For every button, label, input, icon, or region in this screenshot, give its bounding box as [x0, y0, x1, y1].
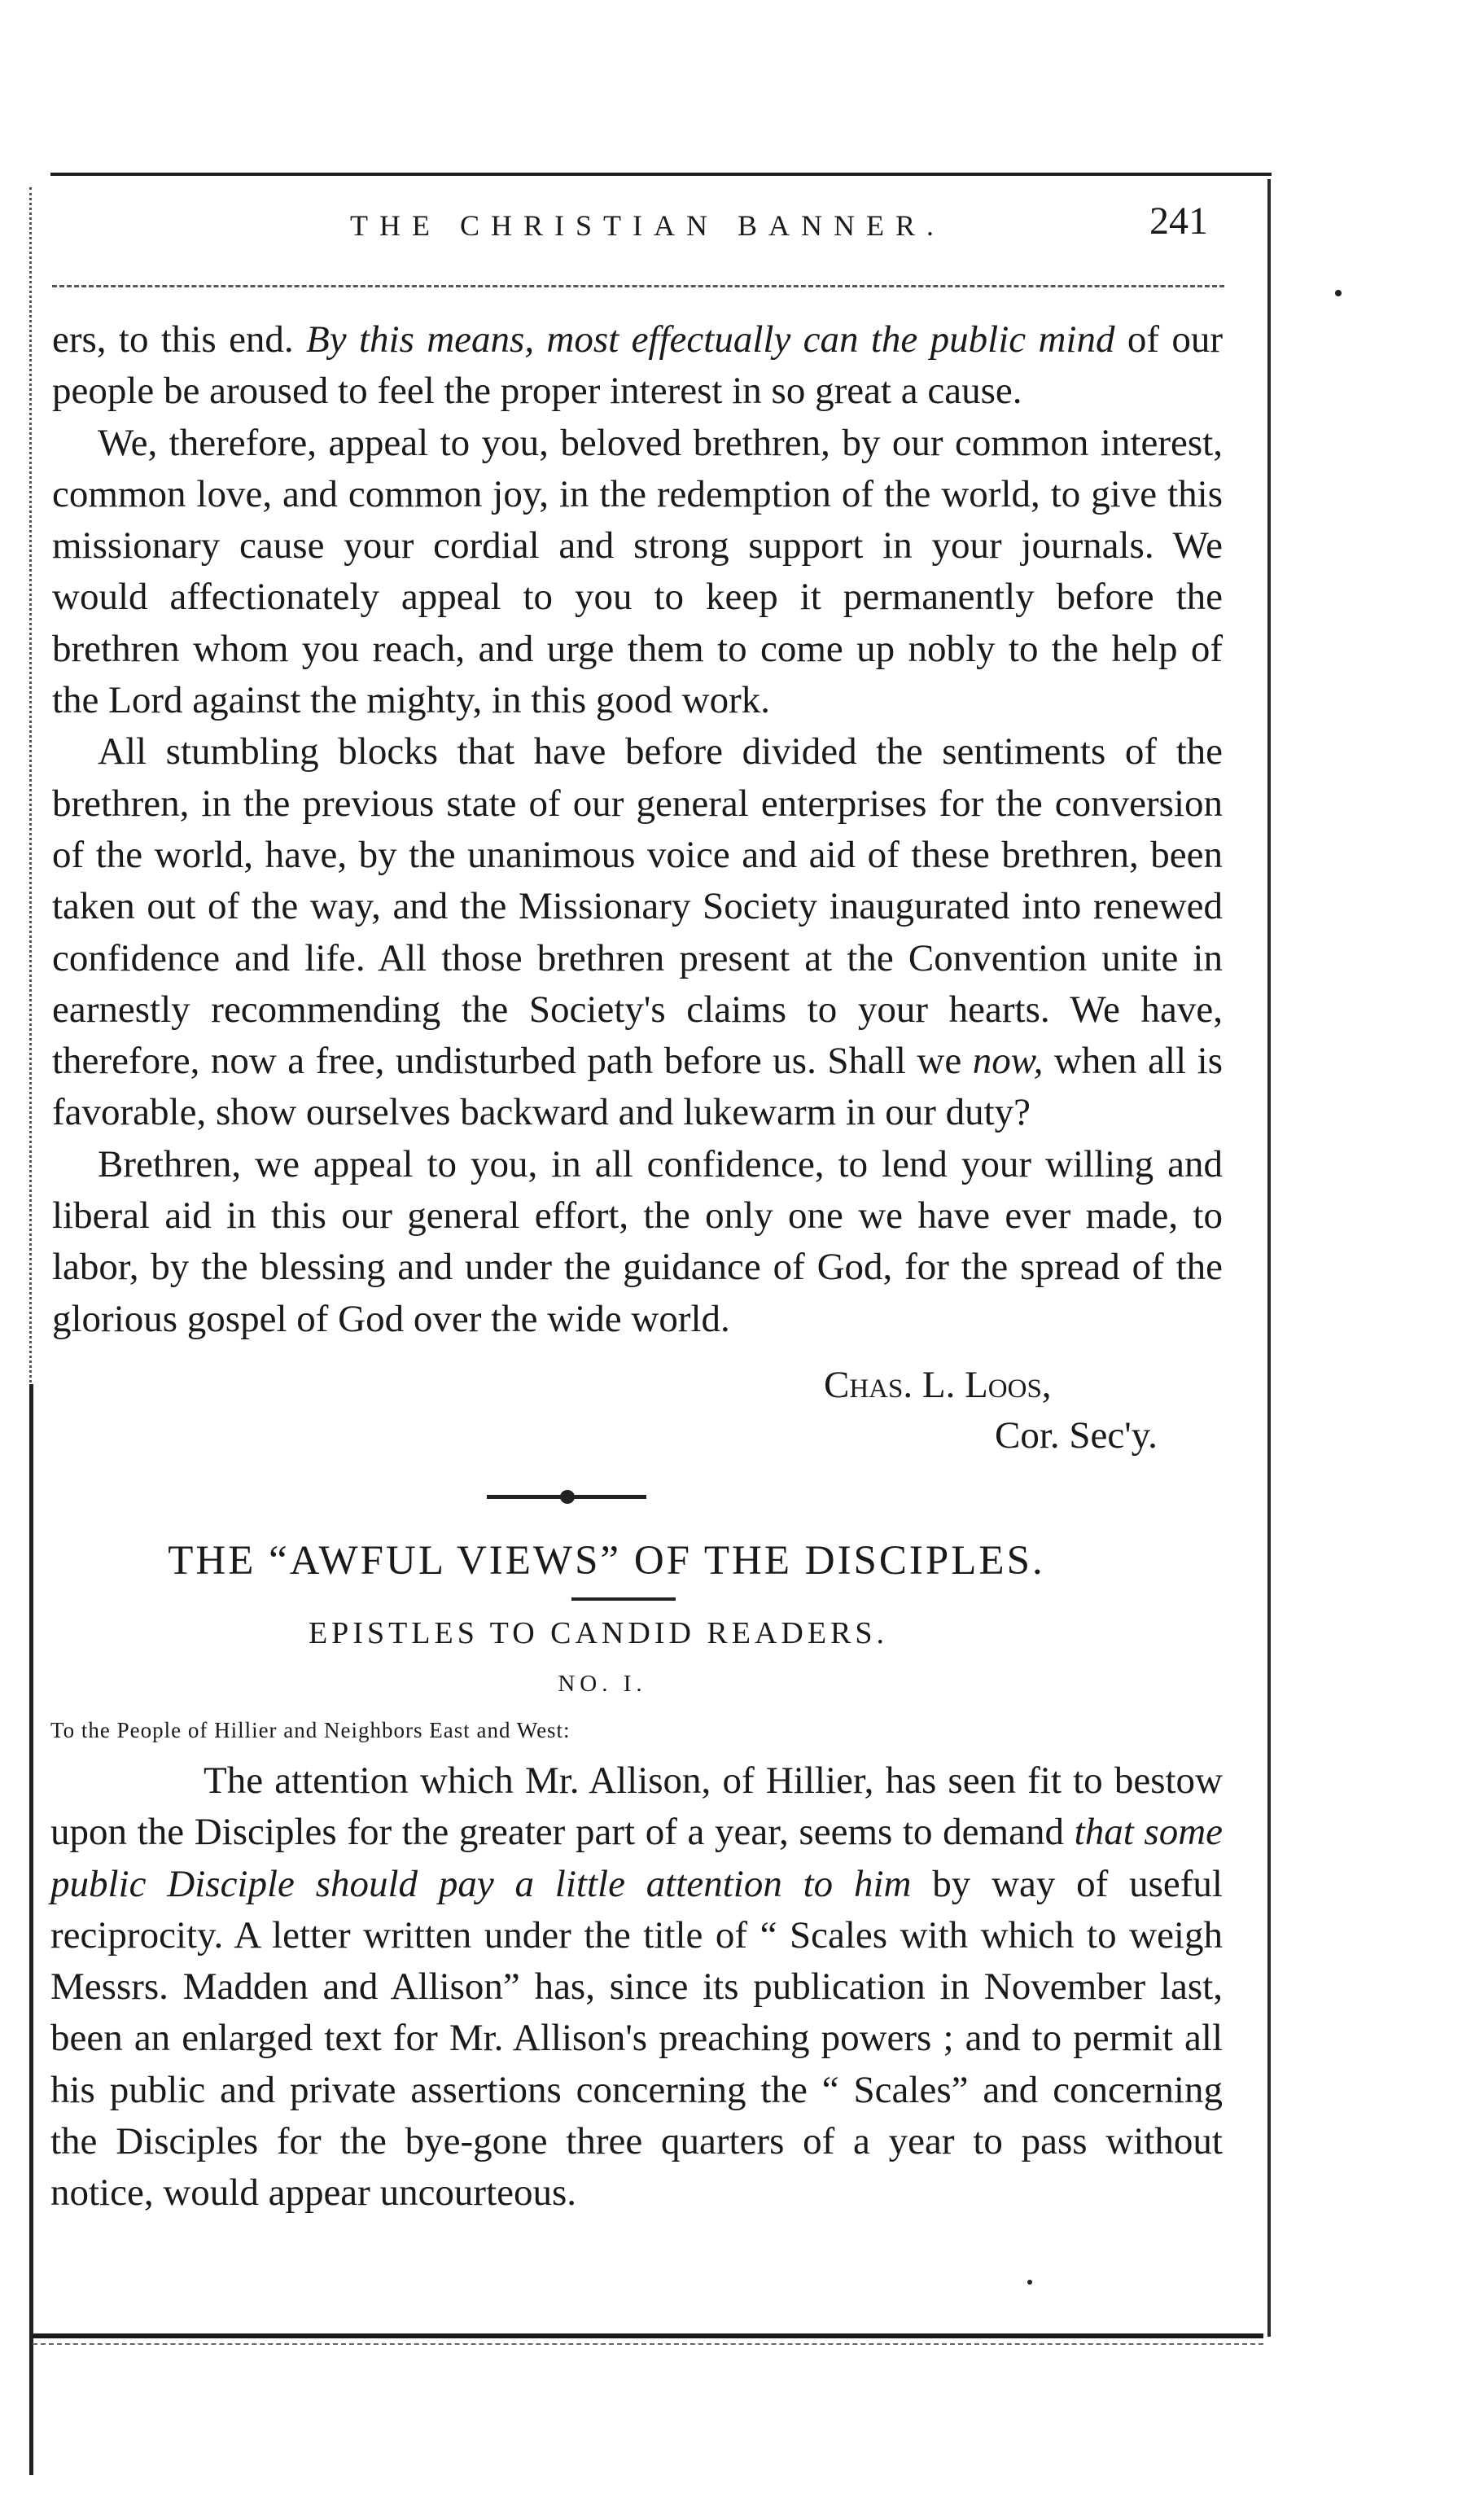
- article-text: by way of useful reciprocity. A letter written under the title of “ Scales with which to weigh Messrs. Madden and Allison” has, since its publication in November last, been an enlarged text for Mr. Allison's preaching powers ; and to permit all his public and private assertions concerning the “ Scales” and concerning the Disciples for the bye-gone three quarters of a year to pass without notice, would appear uncourteous.: [50, 1862, 1223, 2215]
- signature-name: Chas. L. Loos,: [824, 1364, 1052, 1406]
- salutation: To the People of Hillier and Neighbors East and West:: [50, 1718, 571, 1742]
- page-number: 241: [1149, 199, 1208, 243]
- ink-speck: [1027, 2280, 1032, 2285]
- letter-paragraph: [52, 726, 1223, 1138]
- article-title: THE “AWFUL VIEWS” OF THE DISCIPLES.: [168, 1538, 1045, 1584]
- bottom-frame-rule: [33, 2333, 1263, 2338]
- letter-paragraph: We, therefore, appeal to you, beloved brethren, by our common interest, common love, and common joy, in the redemption of the world, to give this missionary cause your cordial and strong support in your journals. We would affectionately appeal to you to keep it permanently before the brethren whom you reach, and urge them to come up nobly to the help of the Lord against the mighty, in this good work.: [52, 421, 1223, 722]
- letter-body: [52, 314, 1223, 1345]
- title-rule: [571, 1597, 676, 1601]
- header-dashed-rule: [52, 285, 1224, 287]
- letter-text: of our people be aroused to feel the proper interest in so great a cause.: [52, 318, 1223, 413]
- article-paragraph: [50, 1755, 1223, 2219]
- running-head: THE CHRISTIAN BANNER.: [350, 209, 945, 242]
- article-italic-text: that some public Disciple should pay a little attention to him: [50, 1811, 1224, 1905]
- letter-text: when all is favorable, show ourselves backward and lukewarm in our duty?: [52, 1040, 1223, 1134]
- letter-paragraph: Brethren, we appeal to you, in all confidence, to lend your willing and liberal aid in this our general effort, the only one we have ever made, to labor, by the blessing and under the guidance of God, for the spread of the glorious gospel of God over the wide world.: [52, 1142, 1223, 1340]
- right-frame-rule: [1267, 179, 1271, 2337]
- epistle-number: NO. I.: [558, 1671, 647, 1697]
- signature-title: Cor. Sec'y.: [995, 1414, 1158, 1457]
- letter-paragraph: [52, 314, 1223, 418]
- letter-italic-text: now,: [972, 1040, 1044, 1083]
- top-frame-rule: [50, 173, 1272, 176]
- ink-speck: [1335, 290, 1342, 296]
- article-text: The attention which Mr. Allison, of Hillier, has seen fit to bestow upon the Disciples for the greater part of a year, seems to demand: [50, 1759, 1223, 1854]
- article-subtitle: EPISTLES TO CANDID READERS.: [308, 1616, 889, 1650]
- letter-text: ers, to this end.: [52, 318, 294, 361]
- bottom-dashed-rule: [33, 2343, 1263, 2345]
- letter-text: All stumbling blocks that have before divided the sentiments of the brethren, in the previous state of our general enterprises for the conversion of the world, have, by the unanimous voice and aid of these brethren, been taken out of the way, and the Missionary Society inaugurated into renewed confidence and life. All those brethren present at the Convention unite in earnestly recommending the Society's claims to your hearts. We have, therefore, now a free, undisturbed path before us. Shall we: [52, 730, 1223, 1083]
- article-body: [50, 1755, 1223, 2219]
- letter-italic-text: By this means, most effectually can the public mind: [306, 318, 1115, 361]
- divider-ornament: [560, 1490, 575, 1504]
